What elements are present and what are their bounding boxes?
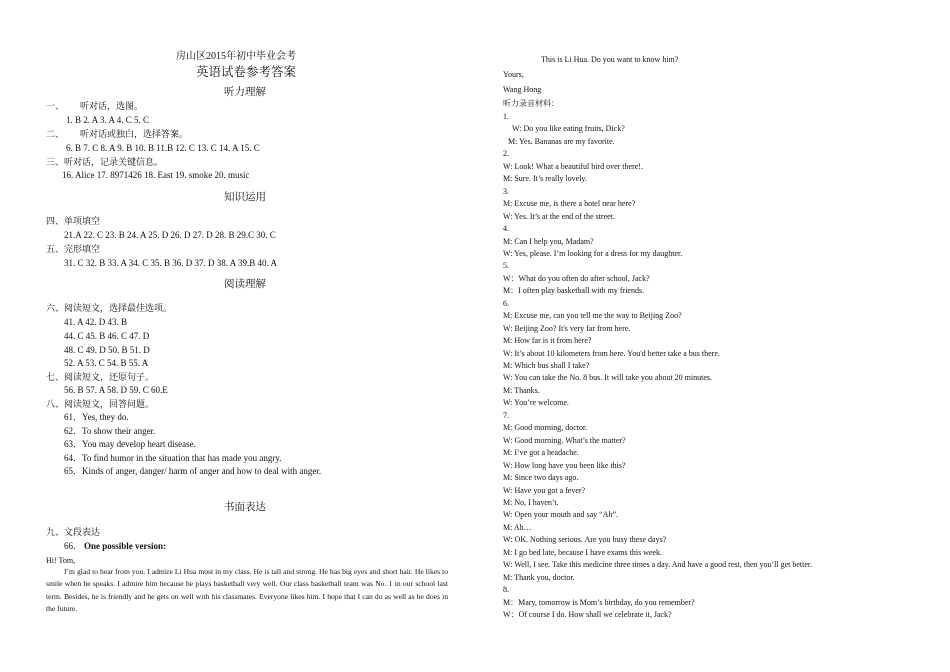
part5-answers: 31. C 32. B 33. A 34. C 35. B 36. D 37. D 38. A 39.B 40. A [64,258,278,268]
part1-number: 一、 [46,101,65,111]
part4-answers: 21.A 22. C 23. B 24. A 25. D 26. D 27. D 28. B 29.C 30. C [64,230,276,240]
letter-greeting: Hi! Tom, [46,556,76,565]
script-line: W: Have you got a fever? [503,485,586,495]
script-line: W: You’re welcome. [503,398,569,408]
script-line: M: Thank you, doctor. [503,572,575,582]
script-line: W: Beijing Zoo? It's very far from here. [503,323,631,333]
part2-number: 二、 [46,129,65,139]
script-line: M: Excuse me, can you tell me the way to Beijing Zoo? [503,311,682,321]
part6-answers-row: 41. A 42. D 43. B [64,317,128,327]
script-line: W: It’s about 10 kilometers from here. You'd better take a bus there. [503,348,720,358]
part8-answer: 62．To show their anger. [64,426,156,436]
letter-closing: Yours, [503,70,524,79]
script-line: W: OK. Nothing serious. Are you busy these days? [503,535,667,545]
script-item-number: 8. [503,585,509,595]
script-item-number: 3. [503,186,509,196]
section-listening-heading: 听力理解 [224,87,266,98]
part9-heading: 九、文段表达 [46,527,101,537]
part8-answer: 65．Kinds of anger, danger/ harm of anger and how to deal with anger. [64,466,322,476]
part6-answers-row: 52. A 53. C 54. B 55. A [64,358,149,368]
part4-heading: 四、单项填空 [46,216,101,226]
letter-signature: Wang Hong [503,85,542,94]
script-line: W: Good morning. What’s the matter? [503,435,626,445]
letter-closing-line: This is Li Hua. Do you want to know him? [541,55,679,64]
script-line: M: Can I help you, Madam? [503,236,594,246]
script-line: M：Mary, tomorrow is Mom’s birthday, do you remember? [503,597,695,607]
part1-heading: 听对话，选图。 [80,101,144,111]
script-line: W: Yes, please. I’m looking for a dress for my daughter. [503,248,683,258]
script-line: W: Look! What a beautiful bird over there!. [503,161,643,171]
script-item-number: 4. [503,224,509,234]
script-line: M: I’ve got a headache. [503,448,579,458]
part7-answers: 56. B 57. A 58. D 59. C 60.E [64,385,168,395]
part6-answers-row: 48. C 49. D 50. B 51. D [64,345,150,355]
part8-heading: 八、阅读短文，回答问题。 [46,399,155,409]
script-item-number: 5. [503,261,509,271]
section-knowledge-heading: 知识运用 [224,192,266,203]
script-line: M: Since two days ago. [503,473,579,483]
section-writing-heading: 书面表达 [224,502,266,513]
q66-label: One possible version: [84,541,167,551]
script-line: M: No, I haven’t. [503,497,559,507]
script-line: W：What do you often do after school, Jack? [503,273,650,283]
letter-body: I’m glad to hear from you. I admire Li Hua most in my class. He is tall and strong. He has big eyes and short hair. He likes to smile when he speaks. I admire him because he plays basketball very well. Our class basketball team was No. 1 in our school last term. Besides, he is friendly and he gets on well with his classmates. Everyone likes him. I hope that I can do as well as he does in the future. [46,567,448,614]
part2-heading: 听对话或独白，选择答案。 [80,129,189,139]
part6-heading: 六、阅读短文，选择最佳选项。 [46,303,173,313]
part8-answer: 61．Yes, they do. [64,412,129,422]
script-line: M: Which bus shall I take? [503,361,590,370]
script-line: M: Sure. It’s really lovely. [503,174,587,184]
q66-number: 66． [64,541,83,551]
part8-answer: 63．You may develop heart disease. [64,439,196,449]
script-line: M: How far is it from here? [503,336,592,346]
script-line: W: Open your mouth and say “Ah”. [503,510,619,520]
script-line: M: Excuse me, is there a hotel near here? [503,199,636,209]
part5-heading: 五、完形填空 [46,244,101,254]
part2-answers: 6. B 7. C 8. A 9. B 10. B 11.B 12. C 13. C 14. A 15. C [66,143,260,153]
part3-heading: 三、听对话，记录关键信息。 [46,157,164,167]
script-line: W: Yes. It’s at the end of the street. [503,211,615,221]
script-item-number: 1. [503,112,509,121]
script-line: W: Well, I see. Take this medicine three times a day. And have a good rest, then you’ll get better. [503,560,813,570]
script-line: M: Yes. Bananas are my favorite. [508,136,615,146]
script-item-number: 2. [503,149,509,159]
listening-script-title: 听力录音材料： [503,99,559,108]
script-line: W：Of course I do. How shall we celebrate it, Jack? [503,610,672,619]
part3-answers: 16. Alice 17. 8971426 18. East 19. smoke 20. music [62,170,250,180]
script-item-number: 7. [503,410,509,420]
script-line: M：I often play basketball with my friends. [503,286,645,296]
answer-key-title: 英语试卷参考答案 [196,65,297,79]
script-line: W: You can take the No. 8 bus. It will take you about 20 minutes. [503,373,713,383]
script-line: W: Do you like eating fruits, Dick? [512,124,625,134]
script-item-number: 6. [503,298,509,308]
script-line: M: I go bed late, because I have exams this week. [503,547,663,557]
exam-title: 房山区2015年初中毕业会考 [176,51,296,62]
script-line: M: Ah… [503,522,532,532]
script-line: M: Thanks. [503,385,540,395]
script-line: W: How long have you been like this? [503,460,626,470]
part7-heading: 七、阅读短文，还原句子。 [46,372,155,382]
part1-answers: 1. B 2. A 3. A 4. C 5. C [66,115,150,125]
script-line: M: Good morning, doctor. [503,423,588,433]
part8-answer: 64．To find humor in the situation that has made you angry. [64,453,282,463]
section-reading-heading: 阅读理解 [224,279,266,290]
part6-answers-row: 44. C 45. B 46. C 47. D [64,331,150,341]
